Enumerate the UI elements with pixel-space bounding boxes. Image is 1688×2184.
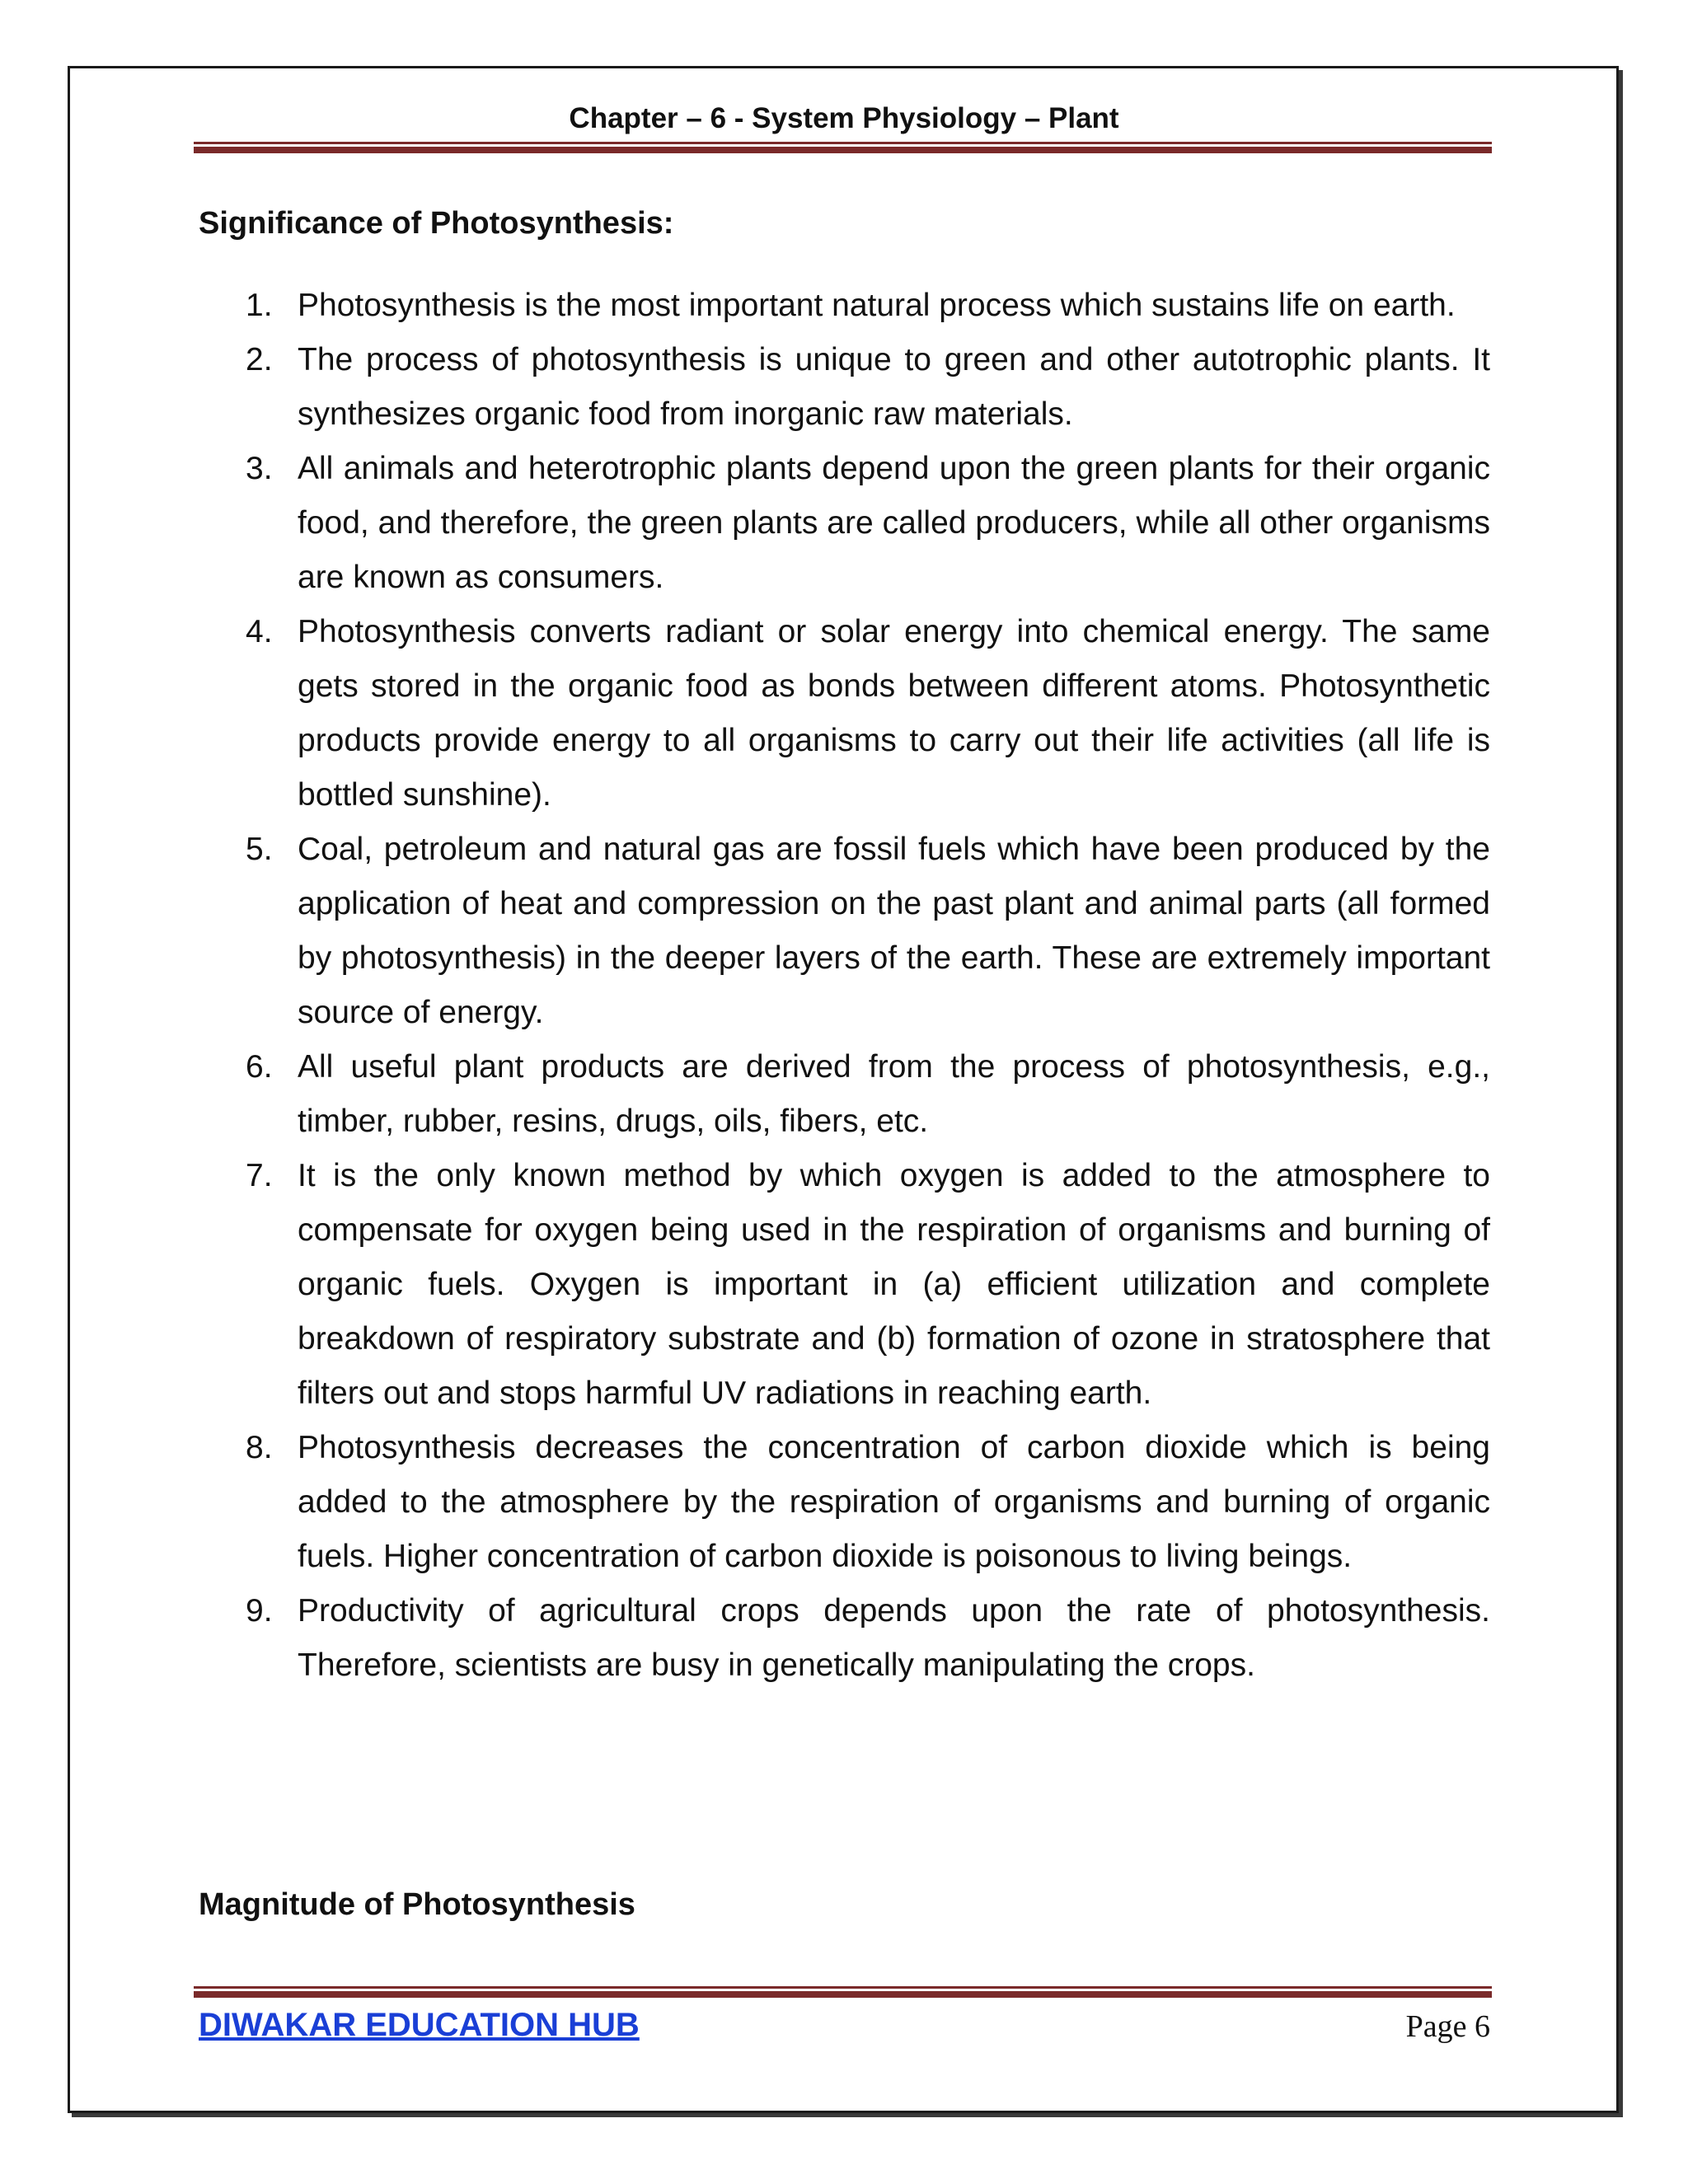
list-item-number: 7.: [246, 1158, 273, 1193]
list-item: [199, 1040, 1490, 1149]
list-item: [199, 1421, 1490, 1584]
list-item: [199, 279, 1490, 333]
list-item-text: Productivity of agricultural crops depends upon the rate of photosynthesis. Therefore, scientists are busy in genetically manipulating the crops.: [298, 1593, 1490, 1683]
list-item: [199, 1584, 1490, 1693]
list-item-text: Photosynthesis is the most important natural process which sustains life on earth.: [298, 288, 1456, 323]
list-item-number: 3.: [246, 451, 273, 486]
list-item: [199, 1149, 1490, 1421]
list-item: [199, 333, 1490, 442]
list-item-number: 4.: [246, 614, 273, 649]
list-item-number: 1.: [246, 288, 273, 323]
footer-page-number: Page 6: [1405, 2009, 1490, 2044]
section-heading-magnitude: Magnitude of Photosynthesis: [199, 1887, 635, 1922]
list-item: [199, 823, 1490, 1040]
footer-divider: [194, 1986, 1492, 1998]
list-item: [199, 605, 1490, 823]
footer-brand-link[interactable]: DIWAKAR EDUCATION HUB: [199, 2007, 640, 2043]
list-item: [199, 442, 1490, 605]
list-item-text: Photosynthesis decreases the concentration of carbon dioxide which is being added to the atmosphere by the respiration of organisms and burning of organic fuels. Higher concentration of carbon dioxide is poisonous to living beings.: [298, 1430, 1490, 1574]
list-item-number: 2.: [246, 342, 273, 377]
list-item-text: Coal, petroleum and natural gas are fossil fuels which have been produced by the application of heat and compression on the past plant and animal parts (all formed by photosynthesis) in the deeper layers of the earth. These are extremely important source of energy.: [298, 832, 1490, 1030]
list-item-text: The process of photosynthesis is unique to green and other autotrophic plants. It synthesizes organic food from inorganic raw materials.: [298, 342, 1490, 432]
list-item-text: Photosynthesis converts radiant or solar energy into chemical energy. The same gets stored in the organic food as bonds between different atoms. Photosynthetic products provide energy to all organisms to carry out their life activities (all life is bottled sunshine).: [298, 614, 1490, 813]
list-item-number: 9.: [246, 1593, 273, 1629]
section-heading-significance: Significance of Photosynthesis:: [199, 206, 674, 241]
list-item-number: 6.: [246, 1049, 273, 1085]
significance-list: [199, 279, 1490, 1693]
header-divider: [194, 142, 1492, 153]
list-item-text: All animals and heterotrophic plants depend upon the green plants for their organic food, and therefore, the green plants are called producers, while all other organisms are known as consumers.: [298, 451, 1490, 595]
page-header-title: Chapter – 6 - System Physiology – Plant: [569, 102, 1119, 134]
list-item-text: It is the only known method by which oxygen is added to the atmosphere to compensate for oxygen being used in the respiration of organisms and burning of organic fuels. Oxygen is important in (a) efficient utilization and complete breakdown of respiratory substrate and (b) formation of ozone in stratosphere that filters out and stops harmful UV radiations in reaching earth.: [298, 1158, 1490, 1411]
list-item-text: All useful plant products are derived from the process of photosynthesis, e.g., timber, rubber, resins, drugs, oils, fibers, etc.: [298, 1049, 1490, 1139]
list-item-number: 8.: [246, 1430, 273, 1465]
list-item-number: 5.: [246, 832, 273, 867]
